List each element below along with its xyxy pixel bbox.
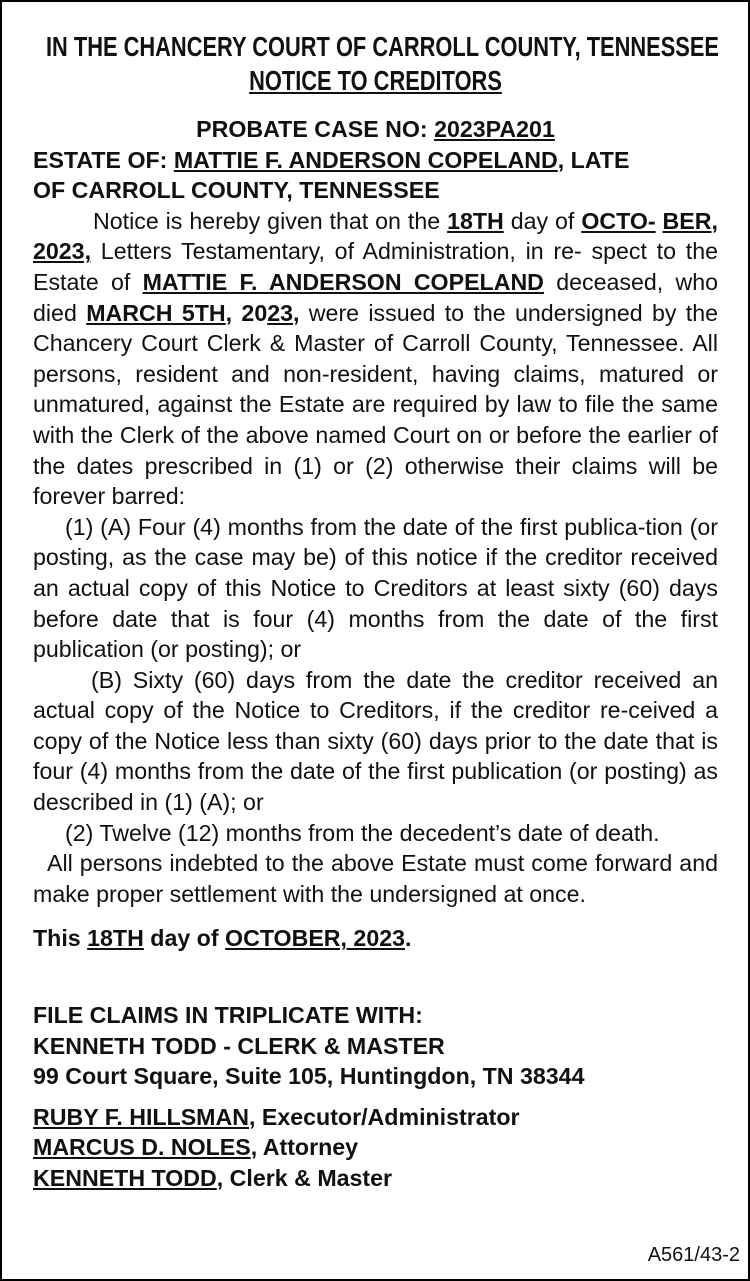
claims-address: 99 Court Square, Suite 105, Huntingdon, TN 38344: [33, 1063, 585, 1090]
body-rest: the undersigned by the Chancery Court Clerk & Master of Carroll County, Tennessee. All persons, resident and non-resident, having claims, matured or unmatured, against the Estate are required by law to file the same with the Clerk of the above named Court on or before the earlier of the dates prescribed in (1) or (2) otherwise their claims will be forever barred:: [33, 299, 719, 510]
signature-role: , Clerk & Master: [216, 1165, 393, 1191]
case-line: [33, 114, 718, 145]
deceased-name: MATTIE F. ANDERSON COPELAND: [142, 268, 544, 295]
notice-month-a: OCTO-: [581, 207, 656, 234]
claims-heading: FILE CLAIMS IN TRIPLICATE WITH:: [33, 1002, 423, 1029]
ad-code: A561/43-2: [647, 1244, 740, 1266]
case-label: PROBATE CASE NO:: [196, 116, 428, 142]
estate-county: OF CARROLL COUNTY, TENNESSEE: [33, 177, 440, 204]
death-comma: ,: [225, 299, 233, 326]
signature-role: , Executor/Administrator: [249, 1103, 520, 1130]
notice-month-b: BER: [662, 207, 712, 234]
notice-comma: ,: [711, 207, 718, 234]
body-line-2: Letters Testamentary, of Administration, in re-: [100, 238, 582, 265]
dated-line: [33, 923, 718, 954]
signature-name: MARCUS D. NOLES: [33, 1134, 251, 1161]
body-line-1b: day of: [510, 207, 575, 234]
body-line-4b: were issued to: [308, 299, 465, 326]
body-line-1: Notice is hereby given that on the: [93, 207, 441, 234]
signature-attorney: [33, 1132, 718, 1163]
estate-name: MATTIE F. ANDERSON COPELAND: [173, 146, 558, 173]
death-year-b: 23,: [267, 299, 300, 326]
notice-day: 18TH: [447, 207, 504, 234]
signature-clerk: [33, 1163, 718, 1194]
signature-executor: [33, 1102, 718, 1133]
clause-2: (2) Twelve (12) months from the decedent’s date of death.: [65, 819, 660, 846]
estate-label: ESTATE OF:: [33, 146, 168, 173]
dated-end: .: [405, 925, 412, 952]
signature-name: KENNETH TODD: [33, 1165, 217, 1191]
notice-year: 2023,: [33, 238, 92, 265]
court-heading: IN THE CHANCERY COURT OF CARROLL COUNTY, TENNESSEE: [45, 31, 719, 62]
signature-role: , Attorney: [250, 1134, 359, 1161]
body-line-4a: deceased, who died: [33, 268, 718, 326]
death-date: MARCH 5TH: [86, 299, 226, 326]
body-line-3: spect to the Estate of: [33, 238, 718, 295]
dated-mid: day of: [150, 925, 219, 952]
clause-1a: (1) (A) Four (4) months from the date of the first publica-tion (or posting, as the case may be) of this notice if the creditor received an actual copy of this Notice to Creditors at least sixty (60) days before date that is four (4) months from the date of the first publication (or posting); or: [33, 513, 718, 663]
indebted-paragraph: All persons indebted to the above Estate must come forward and make proper settlement with the undersigned at once.: [33, 850, 718, 907]
claims-clerk: KENNETH TODD - CLERK & MASTER: [33, 1032, 445, 1059]
case-number: 2023PA201: [434, 116, 555, 142]
estate-suffix: , LATE: [557, 146, 630, 173]
signature-name: RUBY F. HILLSMAN: [33, 1103, 249, 1130]
clause-1b: (B) Sixty (60) days from the date the creditor received an actual copy of the Notice to Creditors, if the creditor re-ceived a copy of the Notice less than sixty (60) days prior to the date that is four (4) months from the date of the first publication (or posting) as described in (1) (A); or: [33, 666, 718, 816]
estate-line: [33, 145, 718, 176]
body-paragraph: [33, 206, 718, 512]
notice-title-text: NOTICE TO CREDITORS: [249, 65, 502, 96]
dated-day: 18TH: [87, 925, 144, 952]
dated-prefix: This: [33, 925, 81, 952]
death-year-a: 20: [241, 299, 268, 326]
dated-date: OCTOBER, 2023: [225, 925, 406, 952]
notice-title: [46, 64, 705, 98]
